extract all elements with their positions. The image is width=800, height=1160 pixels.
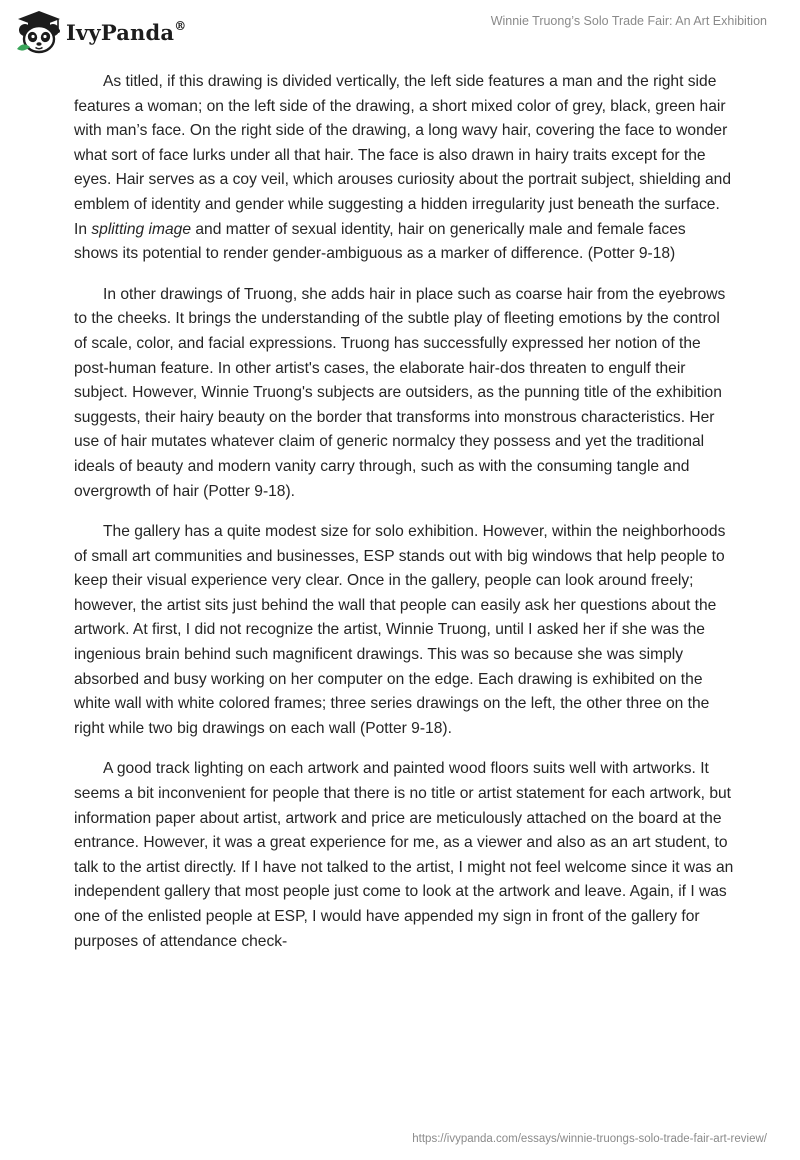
source-url[interactable]: https://ivypanda.com/essays/winnie-truongs-solo-trade-fair-art-review/ xyxy=(412,1133,767,1145)
registered-mark: ® xyxy=(174,18,187,33)
emphasized-title: splitting image xyxy=(91,220,192,238)
logo[interactable] xyxy=(14,9,186,55)
page-header xyxy=(0,0,800,60)
paragraph: As titled, if this drawing is divided vertically, the left side features a man and the right side features a woman; on the left side of the drawing, a short mixed color of grey, black, green hair with man’s face. On the right side of the drawing, a long wavy hair, covering the face to wonder what sort of face lurks under all that hair. The face is also drawn in hairy traits except for the eyes. Hair serves as a coy veil, which arouses curiosity about the portrait subject, shielding and emblem of identity and gender while suggesting a hidden irregularity just beneath the surface. In splitting image and matter of sexual identity, hair on generically male and female faces shows its potential to render gender-ambiguous as a marker of difference. (Potter 9-18) xyxy=(74,73,731,263)
document-title: Winnie Truong’s Solo Trade Fair: An Art Exhibition xyxy=(490,14,767,28)
logo-text: IvyPanda® xyxy=(66,18,187,45)
paragraph: A good track lighting on each artwork and painted wood floors suits well with artworks. It seems a bit inconvenient for people that there is no title or artist statement for each artwork, but information paper about artist, artwork and price are meticulously attached on the board at the entrance. However, it was a great experience for me, as a viewer and also as an art student, to talk to the artist directly. If I have not talked to the artist, I might not feel welcome since it was an independent gallery that most people just come to look at the artwork and leave. Again, if I was one of the enlisted people at ESP, I would have appended my sign in front of the gallery for purposes of attendance check- xyxy=(74,760,734,950)
panda-graduate-icon xyxy=(14,9,64,55)
essay-body xyxy=(74,70,734,970)
paragraph: In other drawings of Truong, she adds hair in place such as coarse hair from the eyebrows to the cheeks. It brings the understanding of the subtle play of fleeting emotions by the control of scale, color, and facial expressions. Truong has successfully expressed her notion of the post-human feature. In other artist's cases, the elaborate hair-dos threaten to engulf their subject. However, Winnie Truong's subjects are outsiders, as the punning title of the exhibition suggests, their hairy beauty on the border that transforms into monstrous characteristics. Her use of hair mutates whatever claim of generic normalcy they possess and yet the traditional ideals of beauty and modern vanity carry through, such as with the consuming tangle and overgrowth of hair (Potter 9-18). xyxy=(74,285,726,500)
paragraph: The gallery has a quite modest size for solo exhibition. However, within the neighborhoods of small art communities and businesses, ESP stands out with big windows that help people to keep their visual experience very clear. Once in the gallery, people can look around freely; however, the artist sits just behind the wall that people can easily ask her questions about the artwork. At first, I did not recognize the artist, Winnie Truong, until I asked her if she was the ingenious brain behind such magnificent drawings. This was so because she was simply absorbed and busy working on her computer on the edge. Each drawing is exhibited on the white wall with white colored frames; three series drawings on the left, the other three on the right while two big drawings on each wall (Potter 9-18). xyxy=(74,523,726,737)
